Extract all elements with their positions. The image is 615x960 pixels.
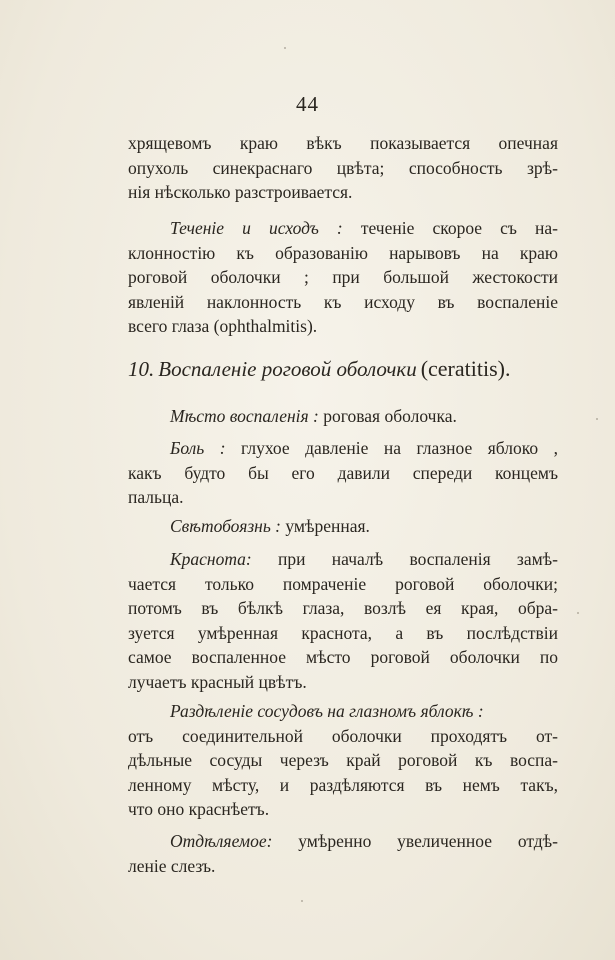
text-fragment: умѣренно увеличенное отдѣ-	[272, 831, 558, 851]
text-line: роговой оболочки ; при большой жестокости	[128, 267, 558, 287]
text-fragment: умѣренная.	[281, 516, 370, 536]
page-number: 44	[296, 92, 319, 116]
text-line	[128, 829, 558, 854]
text-line: зуется умѣренная краснота, а въ послѣдствіи	[128, 622, 558, 643]
term-label: Свѣтобоязнь :	[170, 516, 281, 536]
text-line: чается только помраченіе роговой оболочки;	[128, 573, 558, 594]
text-line	[128, 404, 558, 429]
paragraph-photophobia	[128, 514, 558, 539]
text-fragment: роговая оболочка.	[318, 406, 457, 426]
text-line: клонностію къ образованію нарывовъ на краю	[128, 242, 558, 263]
text-line: дѣльные сосуды черезъ край роговой къ воспа-	[128, 750, 558, 770]
text-line: нія нѣсколько разстроивается.	[128, 182, 353, 202]
text-line: какъ будто бы его давили спереди концемъ	[128, 462, 558, 483]
term-label: Мѣсто воспаленія :	[170, 406, 319, 426]
section-title: Воспаленіе роговой оболочки	[158, 357, 417, 381]
term-label: Раздѣленіе сосудовъ на глазномъ яблокѣ :	[170, 701, 484, 721]
term-label: Краснота:	[170, 549, 252, 569]
paragraph-course	[128, 216, 558, 339]
text-line: лучаетъ красный цвѣтъ.	[128, 671, 307, 692]
text-line	[128, 514, 558, 539]
text-line: леніе слезъ.	[128, 855, 216, 876]
text-line: что оно краснѣетъ.	[128, 799, 270, 819]
text-line: самое воспаленное мѣсто роговой оболочки по	[128, 647, 558, 667]
text-fragment: теченіе скорое съ на-	[342, 218, 558, 238]
paragraph-pain	[128, 436, 558, 510]
text-line: явленій наклонность къ исходу въ воспаленіе	[128, 291, 558, 312]
section-heading	[128, 356, 558, 382]
text-line: ленному мѣсту, и раздѣляются въ немъ такъ,	[128, 774, 558, 795]
text-line: потомъ въ бѣлкѣ глаза, возлѣ ея края, обра-	[128, 598, 558, 618]
text-line	[128, 699, 558, 724]
text-line: отъ соединительной оболочки проходятъ от-	[128, 725, 558, 746]
text-line	[128, 436, 558, 461]
term-label: Теченіе и исходъ :	[170, 218, 343, 238]
paragraph-redness	[128, 547, 558, 694]
text-line: хрящевомъ краю вѣкъ показывается опечная	[128, 133, 558, 153]
text-fragment: при началѣ воспаленія замѣ-	[251, 549, 558, 569]
term-label: Отдѣляемое:	[170, 831, 273, 851]
paragraph-place	[128, 404, 558, 429]
text-line	[128, 547, 558, 572]
section-latin-term: (ceratitis).	[420, 356, 511, 381]
term-label: Боль :	[170, 438, 226, 458]
paragraph-continuation	[128, 131, 558, 205]
paragraph-vessels	[128, 699, 558, 822]
text-line: опухоль синекраснаго цвѣта; способность зрѣ-	[128, 157, 558, 178]
text-line: пальца.	[128, 487, 184, 507]
text-line	[128, 216, 558, 241]
section-number: 10.	[128, 357, 155, 381]
paragraph-discharge	[128, 829, 558, 878]
text-line: всего глаза (ophthalmitis).	[128, 316, 318, 336]
text-fragment: глухое давленіе на глазное яблоко ,	[225, 438, 558, 458]
